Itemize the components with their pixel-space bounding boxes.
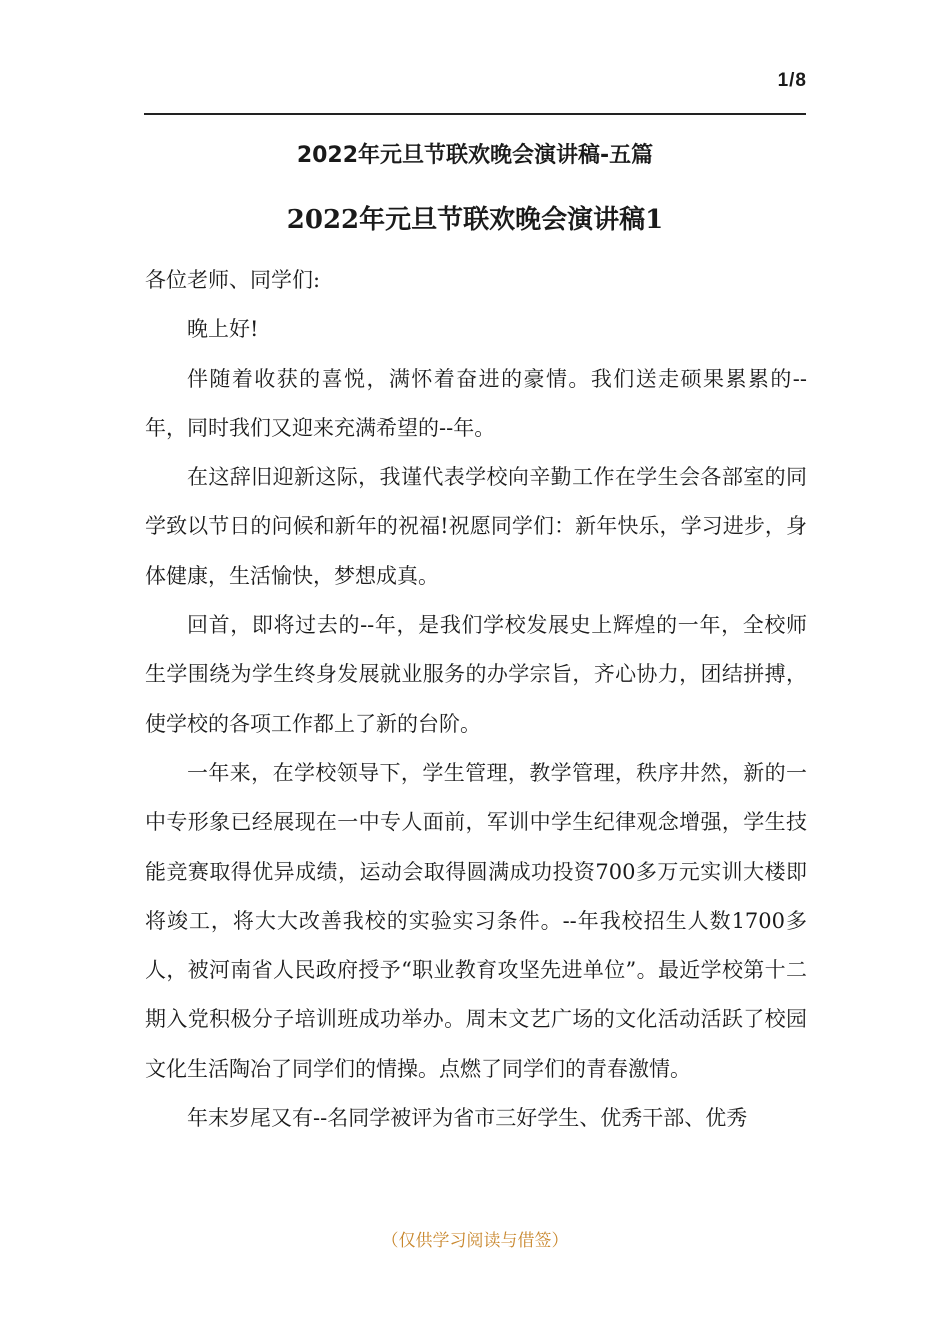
document-title: 2022年元旦节联欢晚会演讲稿-五篇 [296,143,654,168]
paragraph-4: 一年来，在学校领导下，学生管理，教学管理，秩序井然，新的一中专形象已经展现在一中专人面前，军训中学生纪律观念增强，学生技能竞赛取得优异成绩，运动会取得圆满成功投资700多万元实训大楼即将竣工，将大大改善我校的实验实习条件。--年我校招生人数1700多人，被河南省人民政府授予“职业教育攻坚先进单位”。最近学校第十二期入党积极分子培训班成功举办。周末文艺广场的文化活动活跃了校园文化生活陶冶了同学们的情操。点燃了同学们的青春激情。 [145,760,807,1081]
section-title: 2022年元旦节联欢晚会演讲稿1 [286,205,664,235]
paragraph-2: 在这辞旧迎新这际，我谨代表学校向辛勤工作在学生会各部室的同学致以节日的问候和新年的祝福!祝愿同学们：新年快乐，学习进步，身体健康，生活愉快，梦想成真。 [145,465,807,588]
paragraph-3: 回首，即将过去的--年，是我们学校发展史上辉煌的一年，全校师生学围绕为学生终身发展就业服务的办学宗旨，齐心协力，团结拼搏，使学校的各项工作都上了新的台阶。 [145,613,807,736]
paragraph-5: 年末岁尾又有--名同学被评为省市三好学生、优秀干部、优秀 [187,1106,748,1131]
paragraph-greeting: 晚上好! [187,317,259,342]
salutation: 各位老师、同学们: [145,268,321,292]
footer-note: （仅供学习阅读与借签） [381,1231,569,1251]
page-number: 1/8 [777,70,807,91]
paragraph-1: 伴随着收获的喜悦，满怀着奋进的豪情。我们送走硕果累累的--年，同时我们又迎来充满希望的--年。 [145,366,807,440]
document-body [145,256,807,1143]
header-divider [144,113,806,115]
